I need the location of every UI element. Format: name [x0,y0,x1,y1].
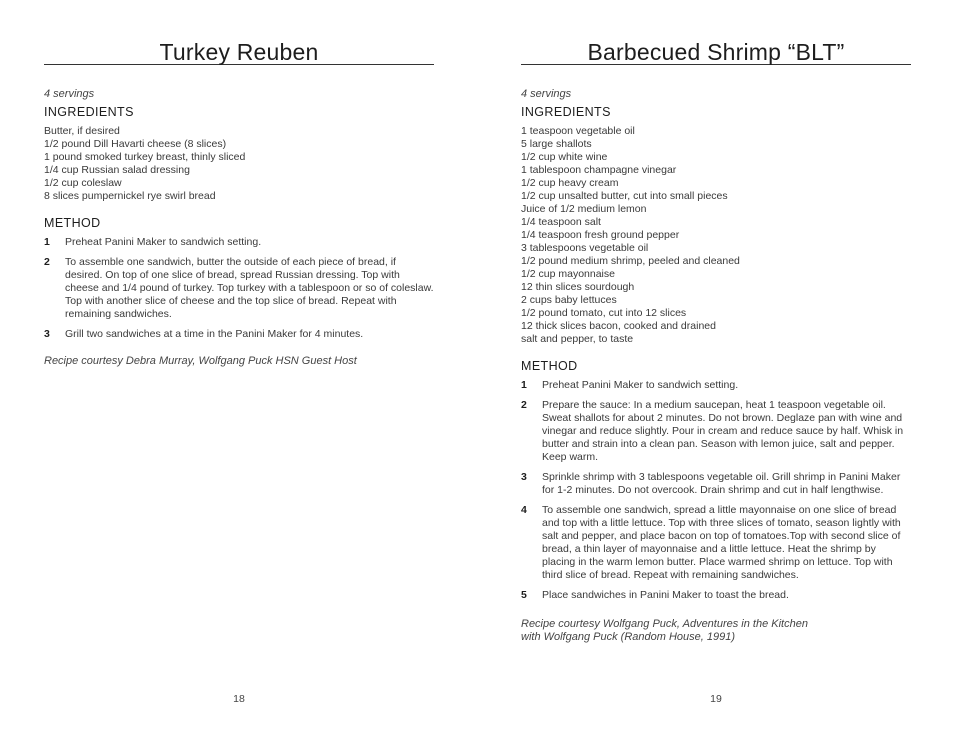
step-number: 2 [44,256,50,268]
method-heading: METHOD [44,216,101,230]
ingredient-item: 1 tablespoon champagne vinegar [521,164,677,176]
recipe-credit: Recipe courtesy Debra Murray, Wolfgang Puck HSN Guest Host [44,355,357,367]
step-text: To assemble one sandwich, butter the outside of each piece of bread, if desired. On top of one slice of bread, spread Russian dressing. Top with cheese and 1/4 pound of turkey. Top turkey with a tablespoon or so of coleslaw. Top with another slice of cheese and the top slice of bread. Repeat with remaining sandwiches. [65,256,434,320]
ingredient-item: 12 thick slices bacon, cooked and drained [521,320,716,332]
method-step [521,589,911,602]
ingredient-item: 1/4 teaspoon fresh ground pepper [521,229,680,241]
step-number: 3 [44,328,50,340]
ingredient-item: salt and pepper, to taste [521,333,634,345]
ingredient-item: 1/2 cup mayonnaise [521,268,615,280]
ingredients-list [521,125,911,346]
step-number: 4 [521,504,527,516]
method-heading: METHOD [521,359,578,373]
step-text: To assemble one sandwich, spread a little mayonnaise on one slice of bread and top with a little lettuce. Top with three slices of tomato, season lightly with salt and pepper, and place bacon on top of tomatoes.Top with second slice of bread, a thin layer of mayonnaise and a little lettuce. Heat the shrimp by placing in the warm lemon butter. Place warmed shrimp on lettuce. Top with third slice of bread. Repeat with remaining sandwiches. [542,504,901,581]
ingredient-item: 1/2 cup heavy cream [521,177,619,189]
page-right [521,0,911,738]
ingredient-item: 1/2 pound Dill Havarti cheese (8 slices) [44,138,227,150]
step-number: 1 [521,379,527,391]
recipe-content [44,88,434,368]
ingredients-heading: INGREDIENTS [44,105,134,119]
method-step [44,256,434,321]
ingredient-item: 1/2 cup coleslaw [44,177,122,189]
ingredient-item: 1/2 pound tomato, cut into 12 slices [521,307,687,319]
servings: 4 servings [521,88,572,100]
credit-line: with Wolfgang Puck (Random House, 1991) [521,631,735,643]
step-text: Sprinkle shrimp with 3 tablespoons vegetable oil. Grill shrimp in Panini Maker for 1-2 minutes. Do not overcook. Drain shrimp and cut in half lengthwise. [542,471,901,496]
method-step [521,399,911,464]
ingredient-item: 1/2 cup unsalted butter, cut into small pieces [521,190,728,202]
page-number: 19 [710,693,722,705]
ingredients-list [44,125,434,203]
step-text: Grill two sandwiches at a time in the Panini Maker for 4 minutes. [65,328,364,340]
ingredient-item: 1 teaspoon vegetable oil [521,125,635,137]
title-rule [44,38,434,65]
ingredient-item: Juice of 1/2 medium lemon [521,203,647,215]
recipe-title: Barbecued Shrimp “BLT” [587,39,845,65]
method-steps [44,236,434,341]
recipe-content [521,88,911,644]
ingredient-item: Butter, if desired [44,125,120,137]
step-number: 3 [521,471,527,483]
recipe-title: Turkey Reuben [159,39,319,65]
method-step [521,504,911,582]
step-number: 1 [44,236,50,248]
ingredient-item: 1/2 pound medium shrimp, peeled and cleaned [521,255,740,267]
ingredient-item: 1/2 cup white wine [521,151,608,163]
servings: 4 servings [44,88,95,100]
method-step [521,379,911,392]
method-steps [521,379,911,602]
step-text: Place sandwiches in Panini Maker to toast the bread. [542,589,789,601]
ingredients-heading: INGREDIENTS [521,105,611,119]
method-step [521,471,911,497]
step-text: Prepare the sauce: In a medium saucepan, heat 1 teaspoon vegetable oil. Sweat shallots for about 2 minutes. Do not brown. Deglaze pan with wine and vinegar and reduce slightly. Pour in cream and reduce sauce by half. Whisk in butter and strain into a clean pan. Season with lemon juice, salt and pepper. Keep warm. [542,399,904,463]
ingredient-item: 12 thin slices sourdough [521,281,635,293]
step-text: Preheat Panini Maker to sandwich setting. [542,379,739,391]
page-number: 18 [233,693,245,705]
step-number: 2 [521,399,527,411]
credit-line: Recipe courtesy Wolfgang Puck, Adventures in the Kitchen [521,618,808,630]
recipe-credit [521,618,911,644]
ingredient-item: 5 large shallots [521,138,592,150]
step-text: Preheat Panini Maker to sandwich setting. [65,236,262,248]
ingredient-item: 8 slices pumpernickel rye swirl bread [44,190,216,202]
ingredient-item: 2 cups baby lettuces [521,294,617,306]
title-rule [521,38,911,65]
page-left [44,0,434,738]
ingredient-item: 1 pound smoked turkey breast, thinly sliced [44,151,246,163]
step-number: 5 [521,589,527,601]
ingredient-item: 1/4 cup Russian salad dressing [44,164,190,176]
ingredient-item: 1/4 teaspoon salt [521,216,601,228]
method-step [44,328,434,341]
method-step [44,236,434,249]
ingredient-item: 3 tablespoons vegetable oil [521,242,649,254]
